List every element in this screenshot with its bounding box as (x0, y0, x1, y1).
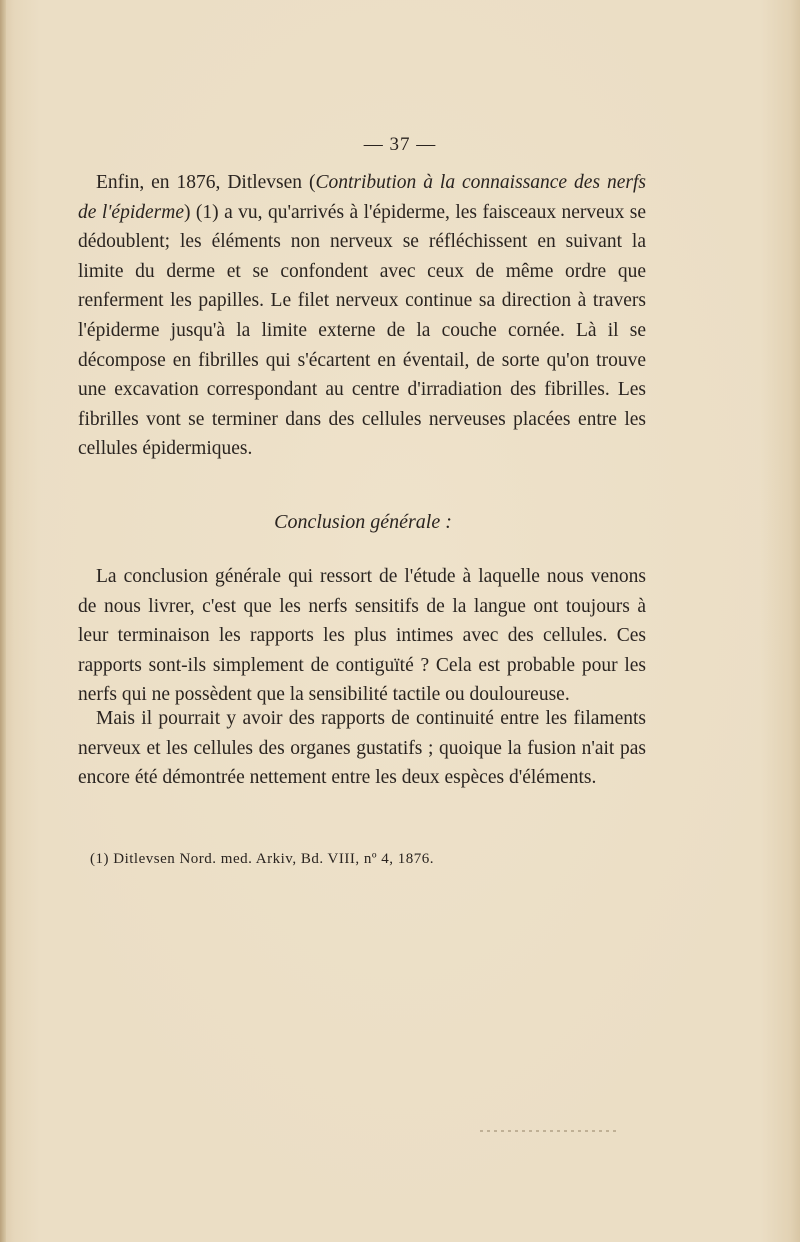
cited-work-title: Contribution à la connaissance des nerfs de l'épiderme (78, 172, 646, 223)
paragraph-continuity: Mais il pourrait y avoir des rapports de continuité entre les filaments nerveux et les cellules des organes gustatifs ; quoique la fusion n'ait pas encore été démontrée nettement entre les deux espèces d'éléments. (78, 708, 646, 789)
paragraph-ditlevsen-body: ) (1) a vu, qu'arrivés à l'épiderme, les faisceaux nerveux se dédoublent; les éléments non nerveux se réfléchissent en suivant la limite du derme et se confondent avec ceux de même ordre que renferment les papilles. Le filet nerveux continue sa direction à travers l'épiderme jusqu'à la limite externe de la couche cornée. Là il se décompose en fibrilles qui s'écartent en éventail, de sorte qu'on trouve une excavation correspondant au centre d'irradiation des fibrilles. Les fibrilles vont se terminer dans des cellules nerveuses placées entre les cellules épidermiques. (78, 201, 646, 460)
paragraph-conclusion: La conclusion générale qui ressort de l'étude à laquelle nous venons de nous livrer, c'est que les nerfs sensitifs de la langue ont toujours à leur terminaison les rapports les plus intimes avec des cellules. Ces rapports sont-ils simplement de contiguïté ? Cela est probable pour les nerfs qui ne possèdent que la sensibilité tactile ou douloureuse. (78, 566, 646, 706)
page-spine-shadow (0, 0, 6, 1242)
page-number: — 37 — (363, 134, 437, 155)
paragraph-ditlevsen (78, 168, 646, 464)
paragraph-ditlevsen-lead: Enfin, en 1876, Ditlevsen ( (96, 172, 316, 193)
paper-smudge (480, 1130, 620, 1132)
footnote: (1) Ditlevsen Nord. med. Arkiv, Bd. VIII, nº 4, 1876. (90, 851, 435, 867)
section-heading: Conclusion générale : (274, 511, 452, 533)
